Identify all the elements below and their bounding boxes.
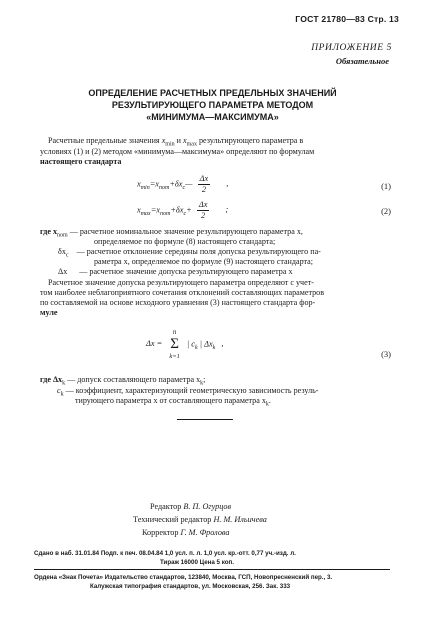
section-divider: [177, 419, 233, 420]
definition-delta-x-k: где $\Delta x_k$ — допуск составляющего параметра $x_k$;: [40, 375, 206, 387]
sum-operator: n Σ k=1: [169, 328, 180, 360]
paragraph-2-line-4: муле: [40, 308, 58, 317]
paragraph-2-line-1: Расчетное значение допуска результирующего параметра определяют с учет-: [48, 278, 314, 287]
definition-dx-c: $\delta x_c$ — расчетное отклонение середины поля допуска результирующего па-: [58, 247, 321, 259]
paragraph-2-line-3: по составляемой на основе исходного уравнения (3) настоящего стандарта фор-: [40, 298, 316, 307]
credit-proofreader: Корректор Г. М. Фролова: [142, 528, 230, 537]
definition-x-nom: где $x_{nom}$ — расчетное номинальное значение результирующего параметра x,: [40, 227, 303, 239]
appendix-status: Обязательное: [335, 56, 389, 66]
credit-editor: Редактор В. П. Огурцов: [150, 502, 232, 511]
formula-1: $x_{min}=x_{nom}+\delta x_c—$ $\frac{\Delta x}{2}$ ,: [137, 174, 229, 194]
paragraph-2-line-2: том наиболее неблагоприятного сочетания отклонений составляющих параметров: [40, 288, 325, 297]
definition-c-k: $c_k$ — коэффициент, характеризующий геометрическую зависимость резуль-: [57, 386, 319, 398]
intro-line-1: Расчетные предельные значения $x_{min}$ и $x_{max}$ результирующего параметра в: [48, 136, 304, 148]
imprint-line-3: Ордена «Знак Почета» Издательство стандартов, 123840, Москва, ГСП, Новопресненский пер., 3.: [34, 574, 333, 581]
formula-2: $x_{max}=x_{nom}+\delta x_c+$ $\frac{\Delta x}{2}$ ;: [137, 200, 229, 220]
formula-3: Δx = n Σ k=1 | $c_k$ | $\Delta x_k$ ,: [146, 328, 224, 360]
definition-delta-x: Δx — расчетное значение допуска результирующего параметра x: [58, 267, 293, 276]
definition-x-nom-cont: определяемое по формуле (8) настоящего стандарта;: [94, 237, 276, 246]
definition-c-k-cont: тирующего параметра x от составляющего параметра $x_k$.: [75, 396, 271, 408]
imprint-line-2: Тираж 16000 Цена 5 коп.: [160, 559, 234, 566]
credit-tech-editor: Технический редактор Н. М. Ильичева: [133, 515, 267, 524]
appendix-label: ПРИЛОЖЕНИЕ 5: [311, 43, 392, 53]
section-title-line-2: РЕЗУЛЬТИРУЮЩЕГО ПАРАМЕТРА МЕТОДОМ: [111, 100, 314, 110]
formula-3-number: (3): [381, 349, 391, 359]
formula-2-number: (2): [381, 206, 391, 216]
section-title-line-3: «МИНИМУМА—МАКСИМУМА»: [146, 112, 279, 122]
imprint-divider: [34, 569, 390, 570]
page-header: ГОСТ 21780—83 Стр. 13: [295, 14, 399, 24]
intro-line-2: условиях (1) и (2) методом «минимума—максимума» определяют по формулам: [40, 147, 315, 156]
imprint-line-1: Сдано в наб. 31.01.84 Подп. к печ. 08.04.84 1,0 усл. п. л. 1,0 усл. кр.-отт. 0,77 уч.-изд. л.: [34, 550, 296, 557]
imprint-line-4: Калужская типография стандартов, ул. Московская, 256. Зак. 333: [90, 583, 291, 590]
fraction: $\frac{\Delta x}{2}$: [198, 200, 208, 220]
definition-dx-c-cont: раметра x, определяемое по формуле (9) настоящего стандарта;: [94, 257, 314, 266]
fraction: $\frac{\Delta x}{2}$: [199, 174, 209, 194]
intro-line-3: настоящего стандарта: [40, 157, 122, 166]
formula-1-number: (1): [381, 181, 391, 191]
section-title-line-1: ОПРЕДЕЛЕНИЕ РАСЧЕТНЫХ ПРЕДЕЛЬНЫХ ЗНАЧЕНИЙ: [88, 88, 337, 98]
